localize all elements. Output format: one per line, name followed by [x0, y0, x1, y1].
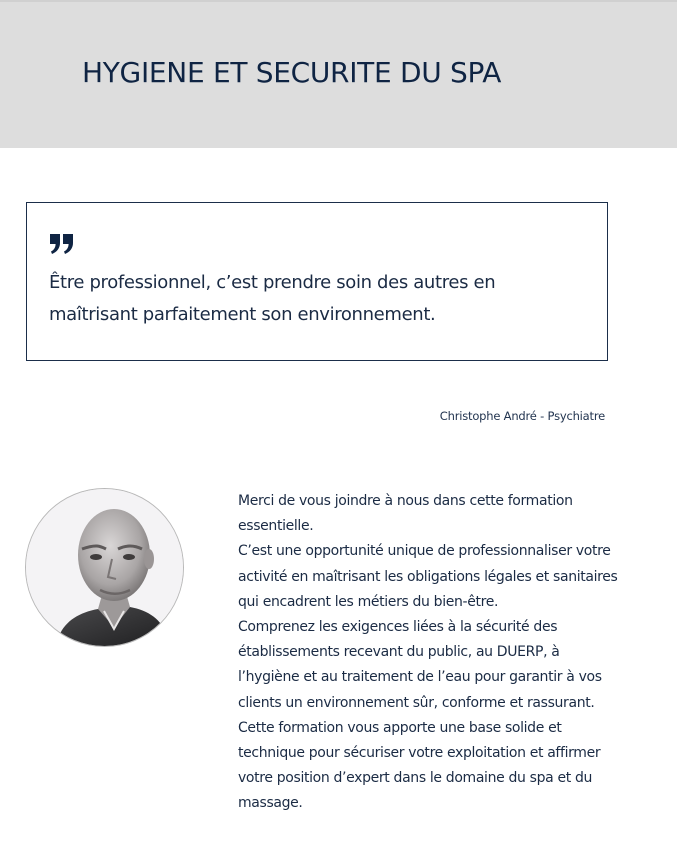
quote-author: Christophe André - Psychiatre: [439, 409, 605, 423]
page-header: [0, 0, 677, 148]
intro-paragraph: C’est une opportunité unique de professionnaliser votre activité en maîtrisant les obligations légales et sanitaires qui encadrent les métiers du bien-être.: [238, 543, 618, 610]
intro-paragraph: Comprenez les exigences liées à la sécurité des établissements recevant du public, au DUERP, à l’hygiène et au traitement de l’eau pour garantir à vos clients un environnement sûr, conforme et rassurant.: [238, 619, 602, 711]
intro-text: [238, 489, 618, 817]
quote-icon: [49, 233, 75, 255]
avatar: [26, 489, 183, 646]
intro-paragraph: Cette formation vous apporte une base solide et technique pour sécuriser votre exploitation et affirmer votre position d’expert dans le domaine du spa et du massage.: [238, 719, 601, 812]
intro-paragraph: Merci de vous joindre à nous dans cette formation essentielle.: [238, 493, 573, 535]
page-title: HYGIENE ET SECURITE DU SPA: [82, 56, 502, 89]
quote-box: [26, 202, 608, 361]
quote-text: Être professionnel, c’est prendre soin des autres en maîtrisant parfaitement son environnement.: [49, 272, 496, 325]
